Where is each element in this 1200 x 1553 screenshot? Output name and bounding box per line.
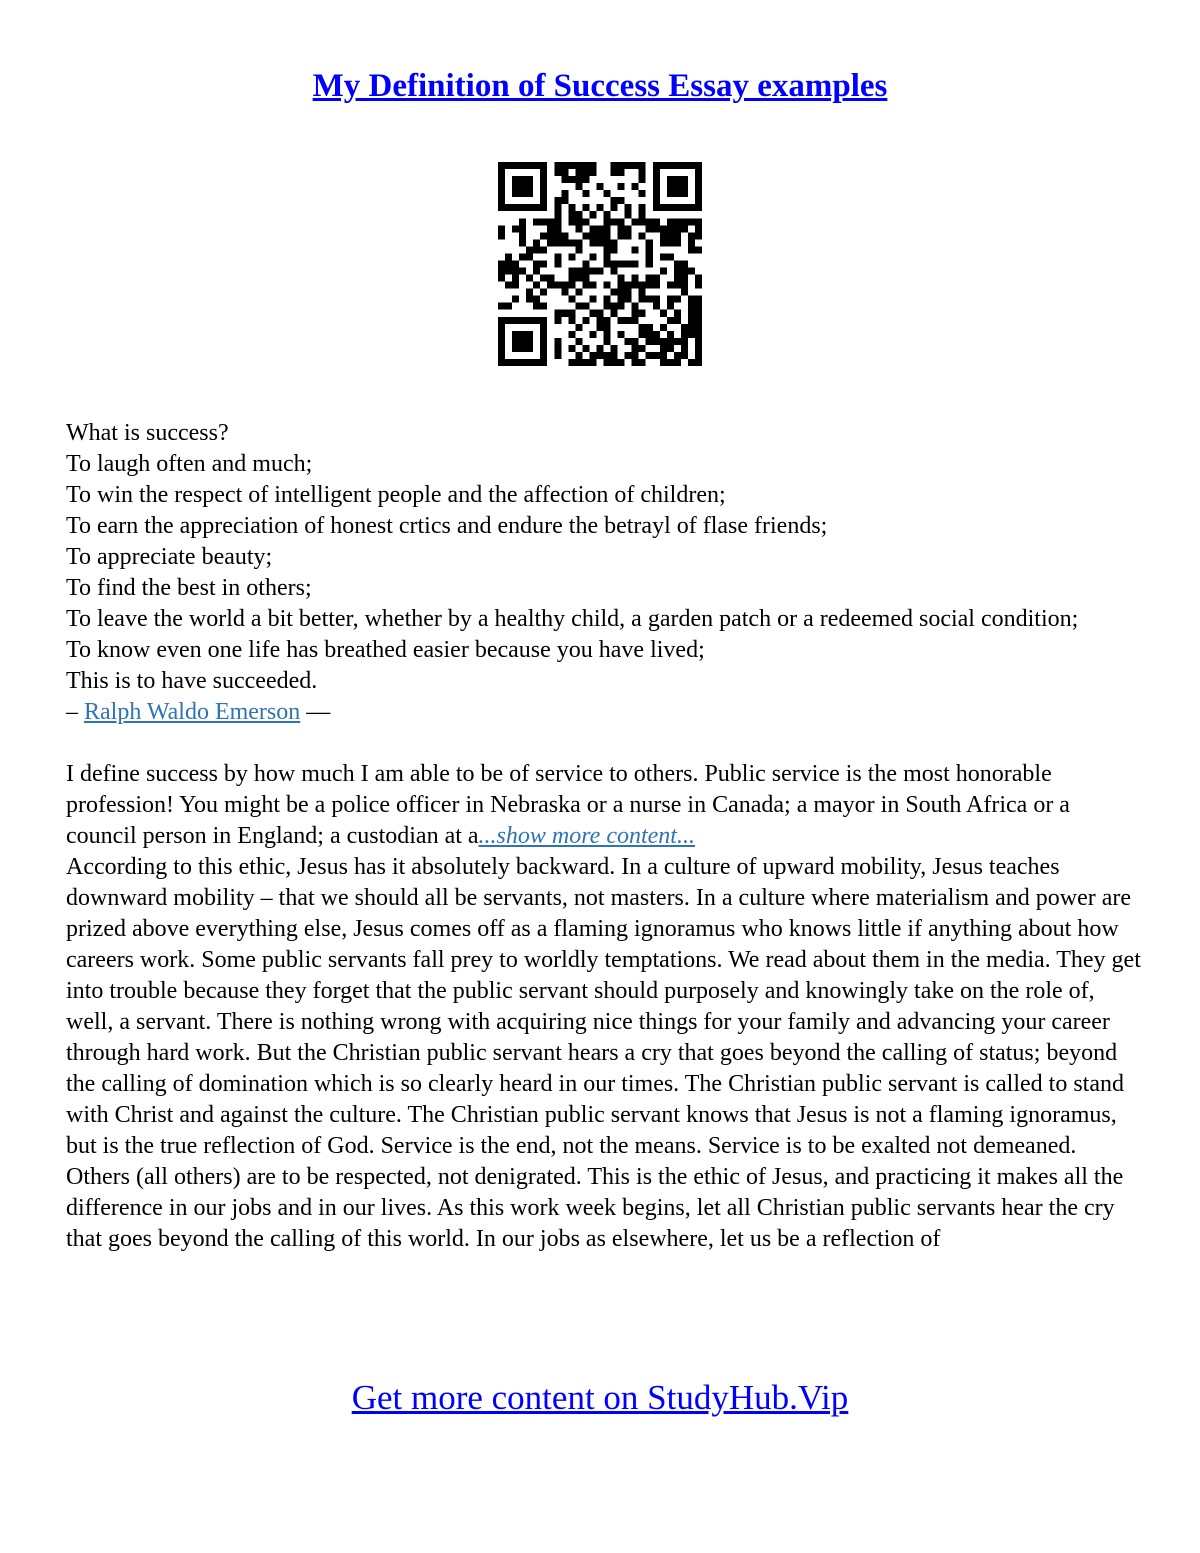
poem-line: To win the respect of intelligent people and the affection of children; bbox=[66, 482, 726, 508]
title-link[interactable]: My Definition of Success Essay examples bbox=[312, 68, 888, 104]
essay-body bbox=[66, 418, 1146, 1255]
attribution-suffix: — bbox=[300, 699, 331, 725]
show-more-link[interactable]: ...show more content... bbox=[478, 823, 695, 849]
author-link[interactable]: Ralph Waldo Emerson bbox=[84, 699, 301, 725]
footer bbox=[0, 1376, 1200, 1420]
poem-line: To leave the world a bit better, whether by a healthy child, a garden patch or a redeemed social condition; bbox=[66, 606, 1079, 632]
attribution bbox=[66, 697, 1146, 728]
poem-line: This is to have succeeded. bbox=[66, 668, 318, 694]
poem-line: To earn the appreciation of honest crtics and endure the betrayl of flase friends; bbox=[66, 513, 828, 539]
attribution-prefix: – bbox=[66, 699, 84, 725]
essay-intro-paragraph bbox=[66, 759, 1146, 852]
poem-line: To appreciate beauty; bbox=[66, 544, 273, 570]
poem-line: To know even one life has breathed easier because you have lived; bbox=[66, 637, 705, 663]
studyhub-link[interactable]: Get more content on StudyHub.Vip bbox=[351, 1378, 849, 1417]
page-title bbox=[0, 64, 1200, 108]
essay-intro-text: I define success by how much I am able to be of service to others. Public service is the most honorable profession! You might be a police officer in Nebraska or a nurse in Canada; a mayor in South Africa or a council person in England; a custodian at a bbox=[66, 761, 1070, 849]
qr-code-icon bbox=[498, 162, 702, 366]
poem-line: To laugh often and much; bbox=[66, 451, 313, 477]
paragraph-spacer bbox=[66, 728, 1146, 759]
poem-line: To find the best in others; bbox=[66, 575, 312, 601]
essay-continuation-paragraph: According to this ethic, Jesus has it absolutely backward. In a culture of upward mobility, Jesus teaches downward mobility – that we should all be servants, not masters. In a culture where materialism and power are prized above everything else, Jesus comes off as a flaming ignoramus who knows little if anything about how careers work. Some public servants fall prey to worldly temptations. We read about them in the media. They get into trouble because they forget that the public servant should purposely and knowingly take on the role of, well, a servant. There is nothing wrong with acquiring nice things for your family and advancing your career through hard work. But the Christian public servant hears a cry that goes beyond the calling of status; beyond the calling of domination which is so clearly heard in our times. The Christian public servant is called to stand with Christ and against the culture. The Christian public servant knows that Jesus is not a flaming ignoramus, but is the true reflection of God. Service is the end, not the means. Service is to be exalted not demeaned. Others (all others) are to be respected, not denigrated. This is the ethic of Jesus, and practicing it makes all the difference in our jobs and in our lives. As this work week begins, let all Christian public servants hear the cry that goes beyond the calling of this world. In our jobs as elsewhere, let us be a reflection of bbox=[66, 854, 1141, 1252]
poem bbox=[66, 418, 1146, 728]
poem-line: What is success? bbox=[66, 420, 229, 446]
